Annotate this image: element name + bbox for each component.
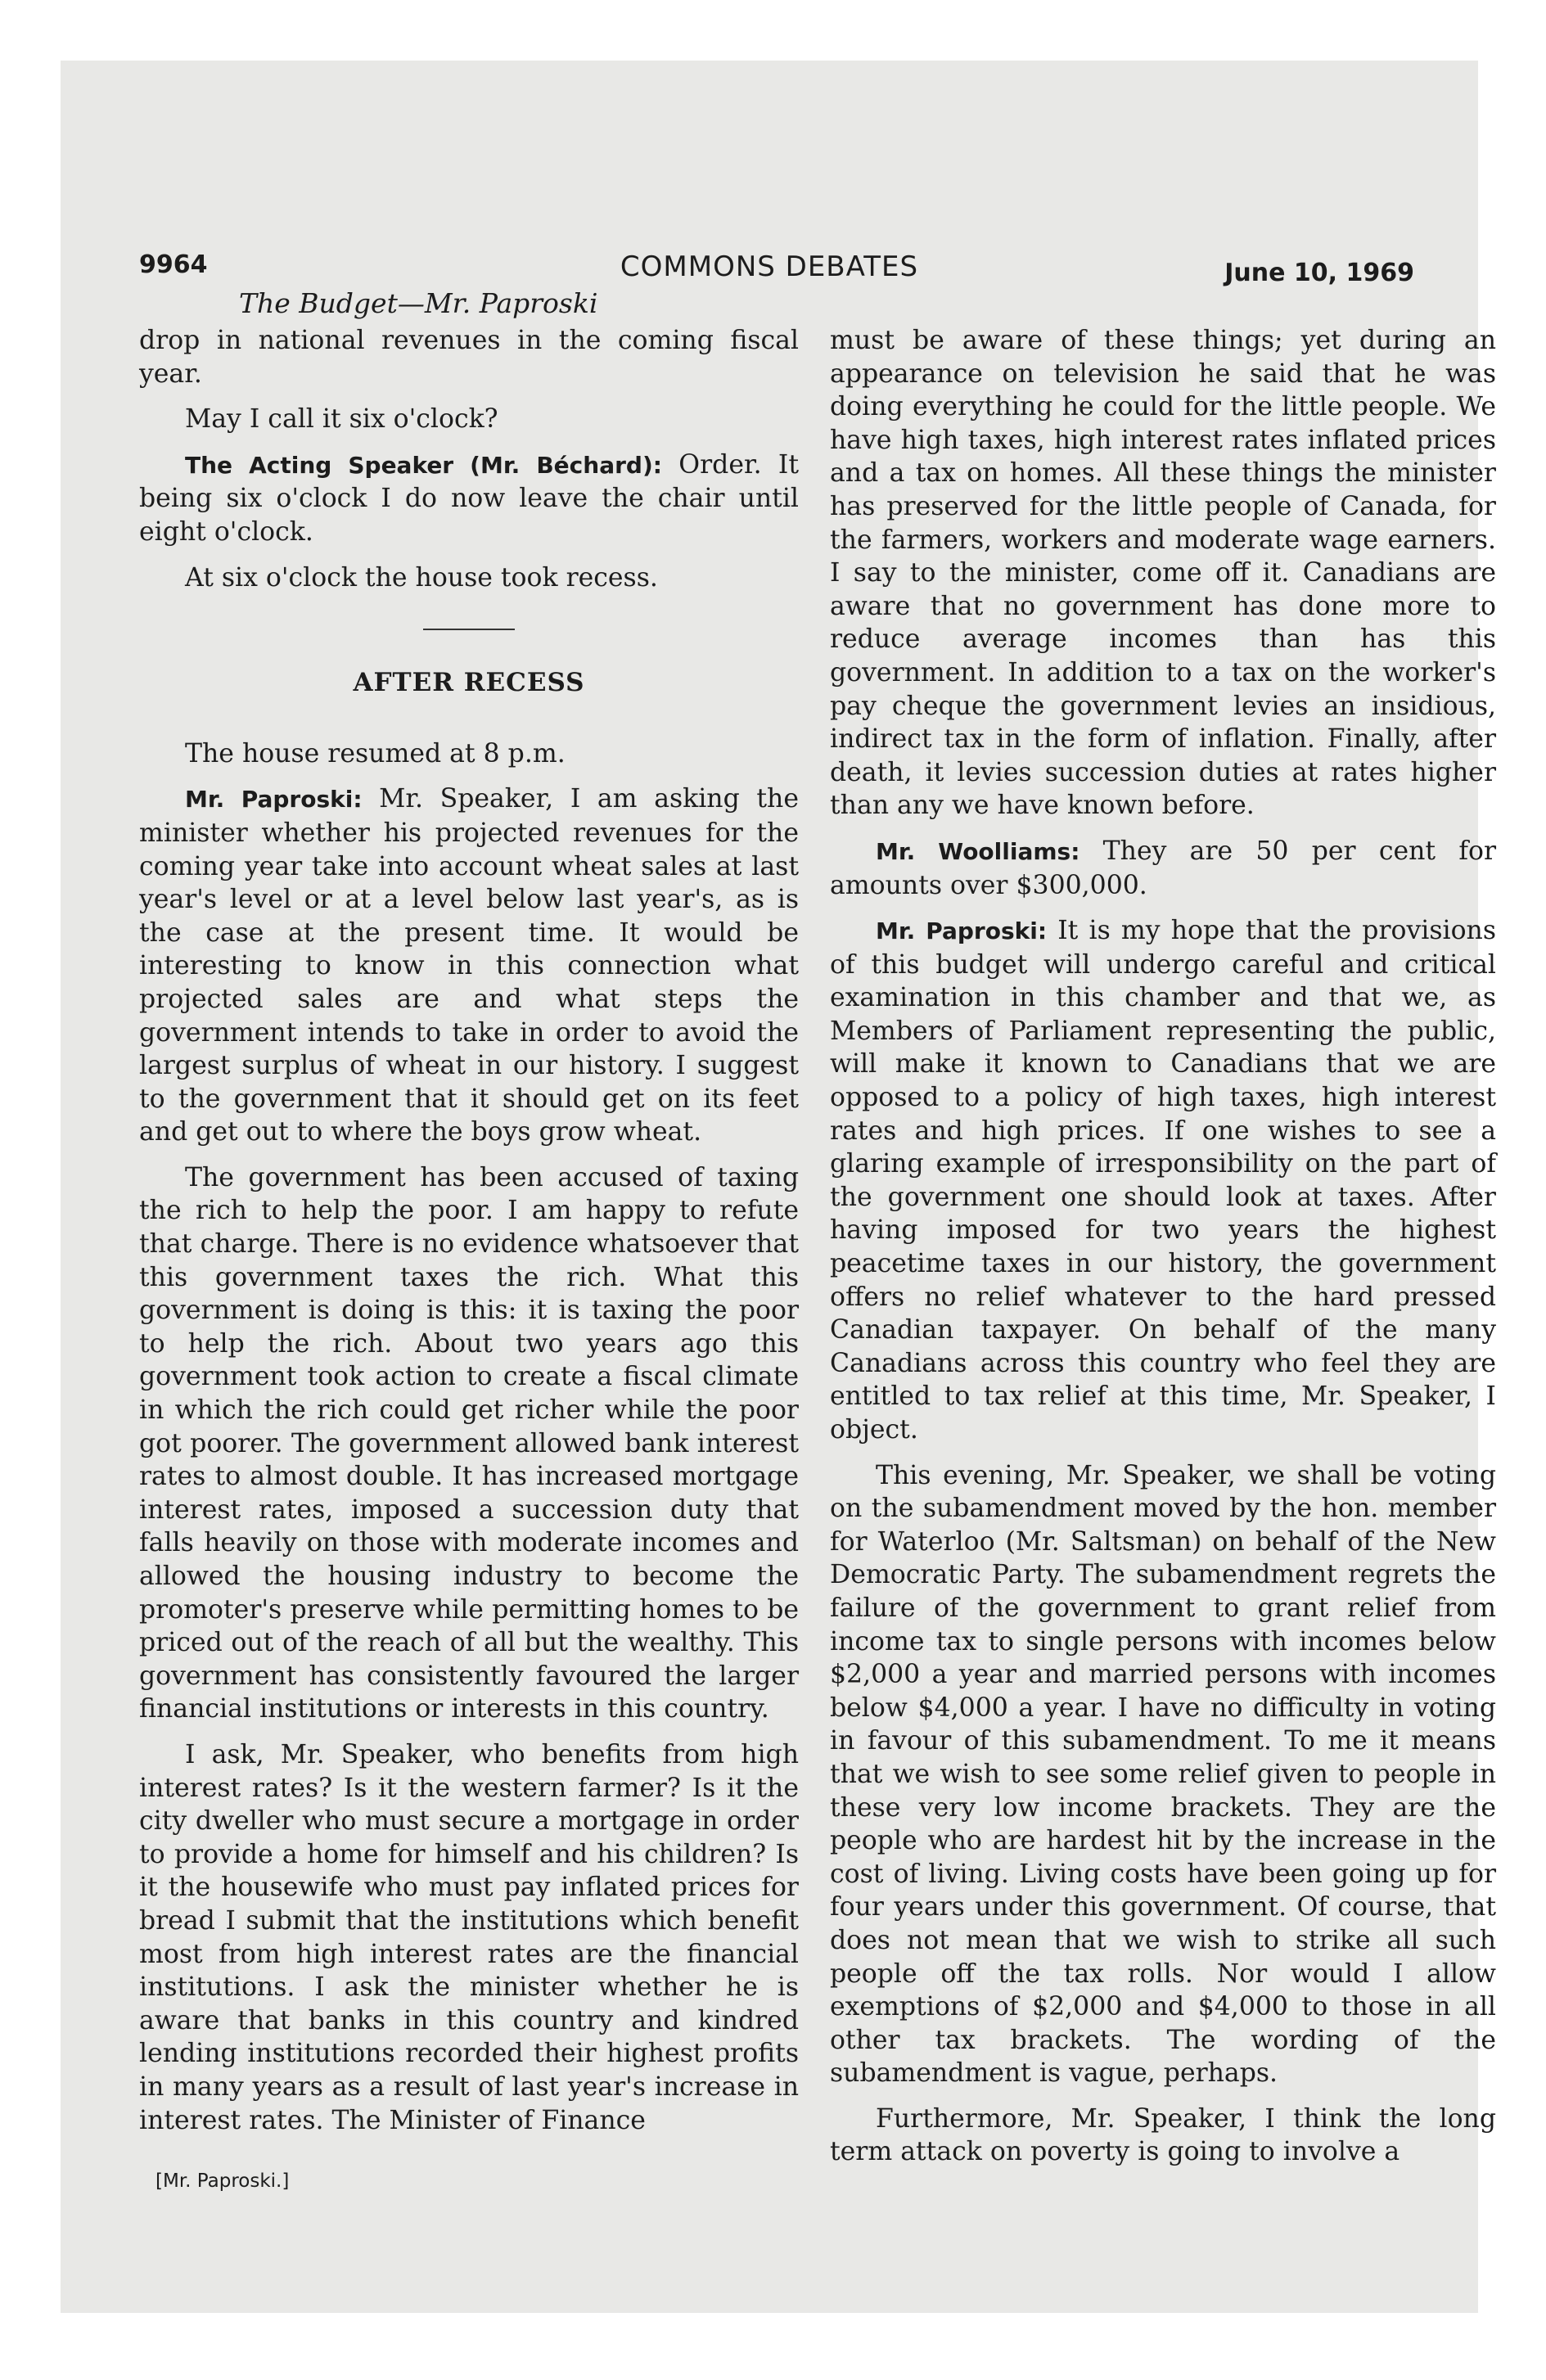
speaker-name: Mr. Paproski: bbox=[185, 786, 363, 814]
paragraph bbox=[139, 561, 799, 595]
paragraph-text: must be aware of these things; yet during an appearance on television he said that he was doing everything he could for the little people. We have high taxes, high interest rates inflated prices and a tax on homes. All these things the minister has preserved for the little people of Canada, for the farmers, workers and moderate wage earners. I say to the minister, come off it. Canadians are aware that no government has done more to reduce average incomes than has this government. In addition to a tax on the worker's pay cheque the government levies an insidious, indirect tax in the form of inflation. Finally, after death, it levies succession duties at rates higher than any we have known before. bbox=[830, 326, 1496, 821]
paragraph bbox=[830, 324, 1496, 823]
speaker-name: Mr. Paproski: bbox=[876, 917, 1048, 945]
paragraph-text: Mr. Speaker, I am asking the minister whether his projected revenues for the coming year take into account wheat sales at last year's level or at a level below last year's, as is the case at the present time. It would be interesting to know in this connection what projected sales are and what steps the government intends to take in order to avoid the largest surplus of wheat in our history. I suggest to the government that it should get on its feet and get out to where the boys grow wheat. bbox=[139, 784, 799, 1147]
paragraph-text: The government has been accused of taxing the rich to help the poor. I am happy to refute that charge. There is no evidence whatsoever that this government taxes the rich. What this government is doing is this: it is taxing the poor to help the rich. About two years ago this government took action to create a fiscal climate in which the rich could get richer while the poor got poorer. The government allowed bank interest rates to almost double. It has increased mortgage interest rates, imposed a succession duty that falls heavily on those with moderate incomes and allowed the housing industry to become the promoter's preserve while permitting homes to be priced out of the reach of all but the wealthy. This government has consistently favoured the larger financial institutions or interests in this country. bbox=[139, 1162, 799, 1724]
paragraph-text: drop in national revenues in the coming fiscal year. bbox=[139, 326, 799, 389]
publication-date: June 10, 1969 bbox=[1224, 259, 1414, 287]
paragraph bbox=[830, 1459, 1496, 2090]
page-header bbox=[61, 183, 1497, 2167]
paragraph-text: It is my hope that the provisions of this budget will undergo careful and critical examination in this chamber and that we, as Members of Parliament representing the public, will make it known to Canadians that we are opposed to a policy of high taxes, high interest rates and high prices. If one wishes to see a glaring example of irresponsibility on the part of the government one should look at taxes. After having imposed for two years the highest peacetime taxes in our history, the government offers no relief whatever to the hard pressed Canadian taxpayer. On behalf of the many Canadians across this country who feel they are entitled to tax relief at this time, Mr. Speaker, I object. bbox=[830, 916, 1496, 1445]
paragraph-text: Order. It being six o'clock I do now leave the chair until eight o'clock. bbox=[139, 449, 799, 547]
speaker-footer-tag: [Mr. Paproski.] bbox=[156, 2170, 290, 2192]
page-sheet bbox=[61, 61, 1497, 2313]
section-rule bbox=[423, 629, 515, 630]
running-head: The Budget—Mr. Paproski bbox=[239, 287, 598, 319]
speaker-name: The Acting Speaker (Mr. Béchard): bbox=[185, 451, 662, 479]
publication-title: COMMONS DEBATES bbox=[620, 250, 919, 283]
paragraph bbox=[139, 782, 799, 1149]
paragraph bbox=[139, 403, 799, 436]
paragraph bbox=[139, 449, 799, 549]
right-column bbox=[830, 324, 1496, 2181]
paragraph bbox=[139, 1161, 799, 1726]
paragraph bbox=[830, 2103, 1496, 2169]
left-column bbox=[139, 324, 799, 2149]
paragraph-text: I ask, Mr. Speaker, who benefits from high interest rates? Is it the western farmer? Is it the city dweller who must secure a mortgage in order to provide a home for himself and his children? Is it the housewife who must pay inflated prices for bread I submit that the institutions which benefit most from high interest rates are the financial institutions. I ask the minister whether he is aware that banks in this country and kindred lending institutions recorded their highest profits in many years as a result of last year's increase in interest rates. The Minister of Finance bbox=[139, 1739, 799, 2135]
paragraph-text: They are 50 per cent for amounts over $300,000. bbox=[830, 836, 1497, 900]
paragraph bbox=[139, 324, 799, 390]
paragraph-text: At six o'clock the house took recess. bbox=[185, 562, 658, 593]
speaker-name: Mr. Woolliams: bbox=[876, 837, 1080, 865]
paragraph-text: This evening, Mr. Speaker, we shall be voting on the subamendment moved by the hon. member for Waterloo (Mr. Saltsman) on behalf of the New Democratic Party. The subamendment regrets the failure of the government to grant relief from income tax to single persons with incomes below $2,000 a year and married persons with incomes below $4,000 a year. I have no difficulty in voting in favour of this subamendment. To me it means that we wish to see some relief given to people in these very low income brackets. They are the people who are hardest hit by the increase in the cost of living. Living costs have been going up for four years under this government. Of course, that does not mean that we wish to strike all such people off the tax rolls. Nor would I allow exemptions of $2,000 and $4,000 to those in all other tax brackets. The wording of the subamendment is vague, perhaps. bbox=[830, 1460, 1496, 2089]
paragraph-text: May I call it six o'clock? bbox=[185, 404, 498, 435]
paragraph bbox=[139, 1738, 799, 2137]
paragraph-text: The house resumed at 8 p.m. bbox=[185, 738, 566, 769]
paragraph bbox=[830, 914, 1496, 1447]
paragraph bbox=[830, 835, 1496, 902]
section-heading: AFTER RECESS bbox=[353, 668, 585, 698]
paragraph bbox=[139, 737, 799, 771]
page-number: 9964 bbox=[139, 250, 208, 279]
paragraph-text: Furthermore, Mr. Speaker, I think the long term attack on poverty is going to involve a bbox=[830, 2103, 1496, 2167]
